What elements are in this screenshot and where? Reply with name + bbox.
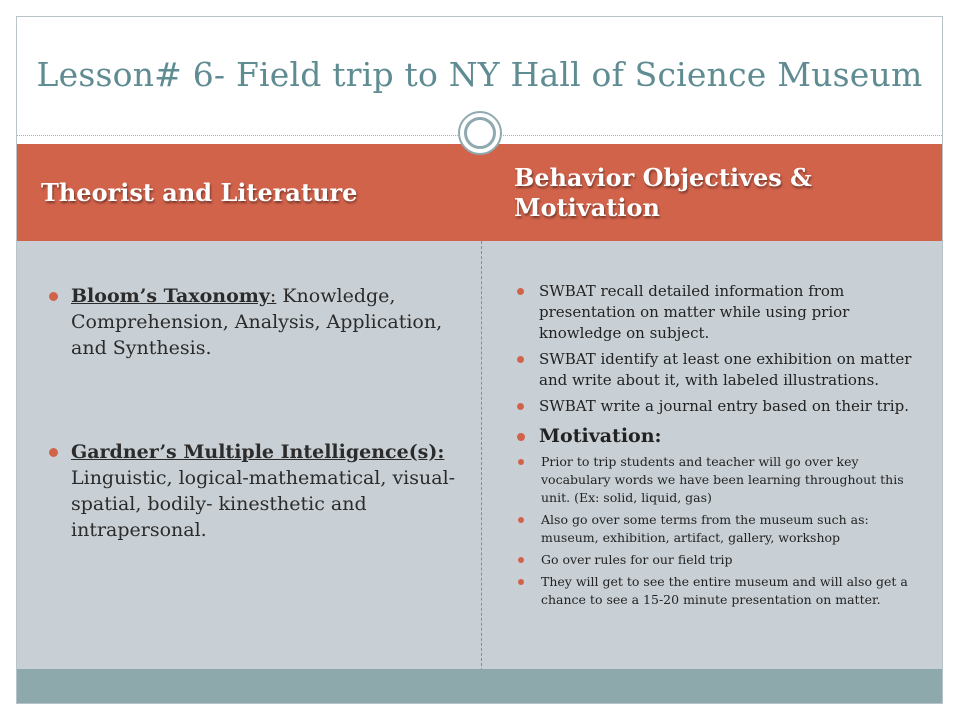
blooms-separator: : (269, 285, 277, 307)
theorist-column (47, 283, 467, 543)
bullet-icon (517, 288, 524, 295)
motivation-item (515, 453, 920, 507)
bullet-icon (517, 356, 524, 363)
footer-band (17, 669, 942, 703)
bullet-icon (518, 557, 524, 563)
objective-item (515, 396, 920, 417)
gardner-text: Linguistic, logical-mathematical, visual-spatial, bodily- kinesthetic and intrapersonal. (71, 467, 456, 541)
column-divider (481, 241, 482, 671)
motivation-text: Prior to trip students and teacher will go over key vocabulary words we have been learning throughout this unit. (Ex: solid, liquid, gas) (541, 454, 904, 505)
objective-text: SWBAT recall detailed information from presentation on matter while using prior knowledge on subject. (539, 282, 850, 342)
bullet-icon (518, 459, 524, 465)
bullet-icon (517, 433, 525, 441)
list-item-blooms (47, 283, 467, 361)
header-objectives-label: Behavior Objectives & Motivation (514, 162, 812, 222)
motivation-item (515, 511, 920, 547)
motivation-heading: Motivation: (539, 425, 662, 447)
motivation-text: They will get to see the entire museum and will also get a chance to see a 15-20 minute presentation on matter. (541, 574, 908, 607)
theorist-list (47, 283, 467, 543)
header-theorist-label: Theorist and Literature (41, 177, 358, 207)
blooms-text: Knowledge, Comprehension, Analysis, Application, and Synthesis. (71, 285, 443, 359)
header-cell-objectives (514, 144, 924, 241)
objective-text: SWBAT identify at least one exhibition on matter and write about it, with labeled illustrations. (539, 350, 912, 389)
motivation-item (515, 551, 920, 569)
header-cell-theorist (41, 144, 461, 241)
objectives-column (515, 281, 920, 613)
table-body-row (17, 241, 942, 671)
bullet-icon (49, 448, 58, 457)
objective-text: SWBAT write a journal entry based on their trip. (539, 397, 909, 415)
objectives-list (515, 281, 920, 609)
objective-item (515, 281, 920, 344)
gardner-term: Gardner’s Multiple Intelligence(s): (71, 441, 445, 463)
motivation-text: Also go over some terms from the museum such as: museum, exhibition, artifact, gallery, workshop (541, 512, 869, 545)
slide-title: Lesson# 6- Field trip to NY Hall of Science Museum (36, 55, 923, 94)
objective-item (515, 349, 920, 391)
list-item-gardner (47, 439, 467, 543)
bullet-icon (518, 517, 524, 523)
motivation-item (515, 573, 920, 609)
motivation-text: Go over rules for our field trip (541, 552, 733, 567)
blooms-term: Bloom’s Taxonomy (71, 285, 270, 307)
slide-frame (16, 16, 943, 704)
bullet-icon (518, 579, 524, 585)
motivation-heading-item (515, 423, 920, 449)
circle-ornament-icon (458, 111, 502, 155)
bullet-icon (517, 403, 524, 410)
table-header-row (17, 144, 942, 241)
bullet-icon (49, 292, 58, 301)
